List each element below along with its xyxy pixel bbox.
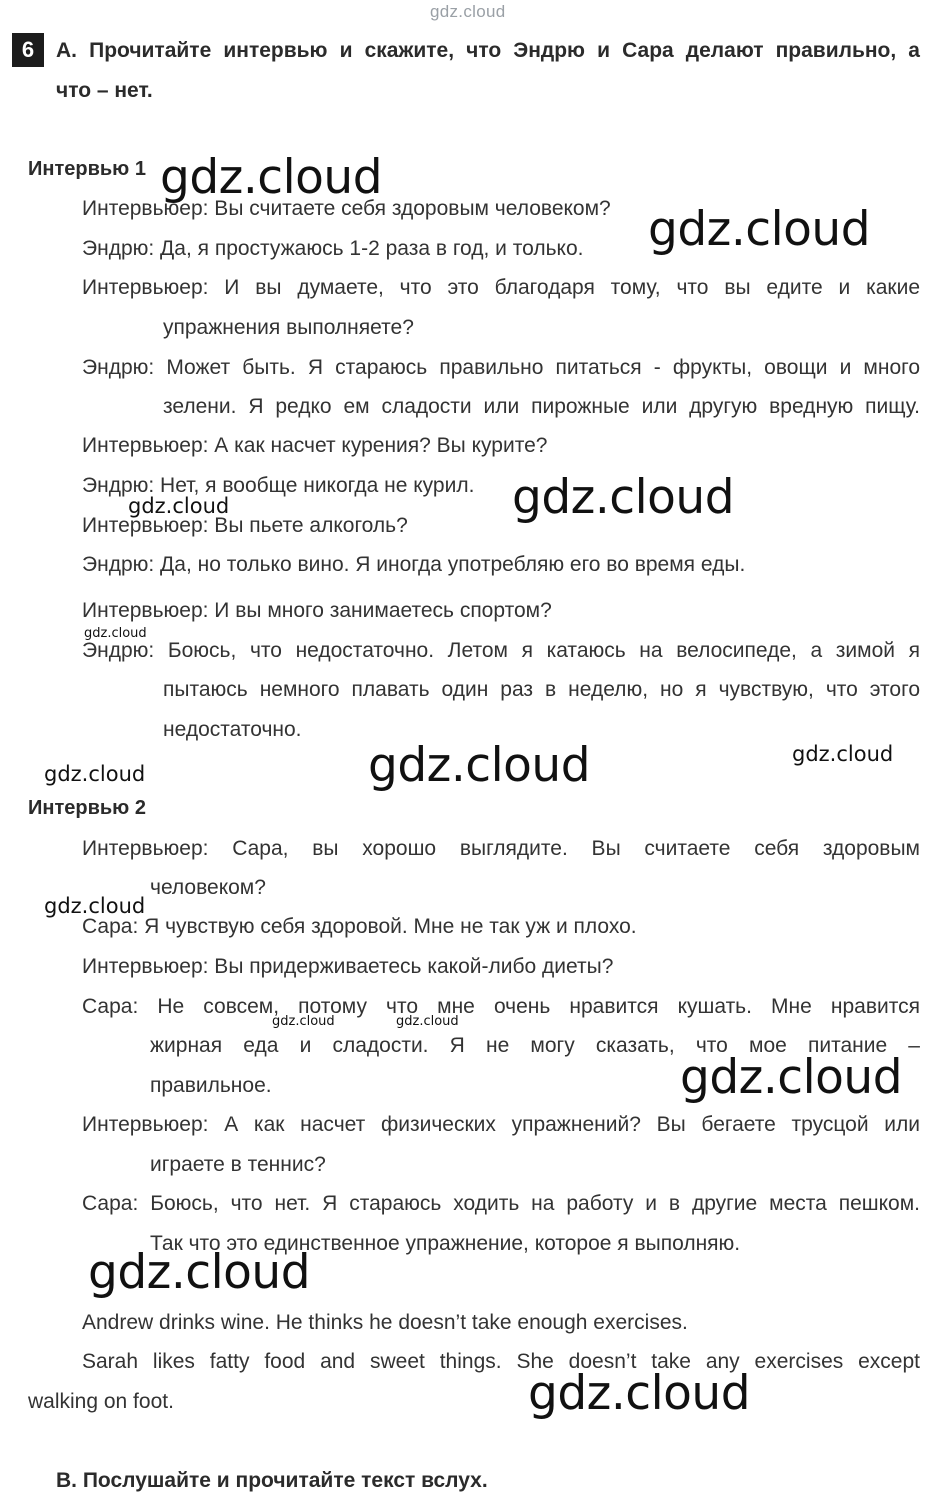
- watermark-top: gdz.cloud: [430, 2, 506, 21]
- dialogue-line: Эндрю: Да, я простужаюсь 1-2 раза в год, и только.: [82, 237, 584, 260]
- watermark: gdz.cloud: [396, 1014, 459, 1029]
- dialogue-line: Интервьюер: И вы много занимаетесь спортом?: [82, 599, 552, 622]
- dialogue-line: Эндрю: Может быть. Я стараюсь правильно питаться - фрукты, овощи и много: [82, 356, 920, 379]
- watermark: gdz.cloud: [88, 1245, 311, 1300]
- answer-line: walking on foot.: [28, 1390, 174, 1413]
- watermark: gdz.cloud: [528, 1366, 751, 1421]
- interview2-title: Интервью 2: [28, 797, 146, 819]
- watermark: gdz.cloud: [84, 626, 147, 641]
- watermark: gdz.cloud: [44, 894, 146, 918]
- dialogue-line: Интервьюер: Вы пьете алкоголь?: [82, 514, 408, 537]
- watermark: gdz.cloud: [512, 470, 735, 525]
- dialogue-line: Сара: Я чувствую себя здоровой. Мне не так уж и плохо.: [82, 915, 637, 938]
- answer-line: Andrew drinks wine. He thinks he doesn’t take enough exercises.: [82, 1311, 688, 1334]
- dialogue-line: Сара: Боюсь, что нет. Я стараюсь ходить на работу и в другие места пешком.: [82, 1192, 920, 1215]
- dialogue-line: зелени. Я редко ем сладости или пирожные или другую вредную пищу.: [163, 395, 920, 418]
- dialogue-line: пытаюсь немного плавать один раз в неделю, но я чувствую, что этого: [163, 678, 920, 701]
- watermark: gdz.cloud: [128, 494, 230, 518]
- answer-line: Sarah likes fatty food and sweet things. She doesn’t take any exercises except: [82, 1350, 920, 1373]
- dialogue-line: правильное.: [150, 1074, 272, 1097]
- dialogue-line: Интервьюер: А как насчет физических упражнений? Вы бегаете трусцой или: [82, 1113, 920, 1136]
- dialogue-line: Сара: Не совсем, потому что мне очень нравится кушать. Мне нравится: [82, 995, 920, 1018]
- dialogue-line: жирная еда и сладости. Я не могу сказать, что мое питание –: [150, 1034, 920, 1057]
- watermark: gdz.cloud: [160, 150, 383, 205]
- dialogue-line: Интервьюер: А как насчет курения? Вы курите?: [82, 434, 548, 457]
- watermark: gdz.cloud: [368, 738, 591, 793]
- dialogue-line: Так что это единственное упражнение, которое я выполняю.: [150, 1232, 741, 1255]
- dialogue-line: Эндрю: Да, но только вино. Я иногда употребляю его во время еды.: [82, 553, 746, 576]
- task-instruction-line1: A. Прочитайте интервью и скажите, что Эндрю и Сара делают правильно, а: [56, 39, 920, 62]
- dialogue-line: Интервьюер: Вы придерживаетесь какой-либо диеты?: [82, 955, 614, 978]
- dialogue-line: Интервьюер: И вы думаете, что это благодаря тому, что вы едите и какие: [82, 276, 920, 299]
- task-number-badge: 6: [12, 33, 44, 67]
- dialogue-line: человеком?: [150, 876, 266, 899]
- interview1-title: Интервью 1: [28, 158, 146, 180]
- dialogue-line: играете в теннис?: [150, 1153, 326, 1176]
- task-instruction-line2: что – нет.: [56, 79, 153, 102]
- dialogue-line: Эндрю: Боюсь, что недостаточно. Летом я катаюсь на велосипеде, а зимой я: [82, 639, 920, 662]
- task-b-instruction: B. Послушайте и прочитайте текст вслух.: [56, 1469, 488, 1492]
- dialogue-line: Интервьюер: Вы считаете себя здоровым человеком?: [82, 197, 611, 220]
- watermark: gdz.cloud: [680, 1050, 903, 1105]
- watermark: gdz.cloud: [44, 762, 146, 786]
- dialogue-line: Эндрю: Нет, я вообще никогда не курил.: [82, 474, 475, 497]
- watermark: gdz.cloud: [648, 202, 871, 257]
- watermark: gdz.cloud: [272, 1014, 335, 1029]
- dialogue-line: Интервьюер: Сара, вы хорошо выглядите. Вы считаете себя здоровым: [82, 837, 920, 860]
- watermark: gdz.cloud: [792, 742, 894, 766]
- dialogue-line: упражнения выполняете?: [163, 316, 414, 339]
- dialogue-line: недостаточно.: [163, 718, 302, 741]
